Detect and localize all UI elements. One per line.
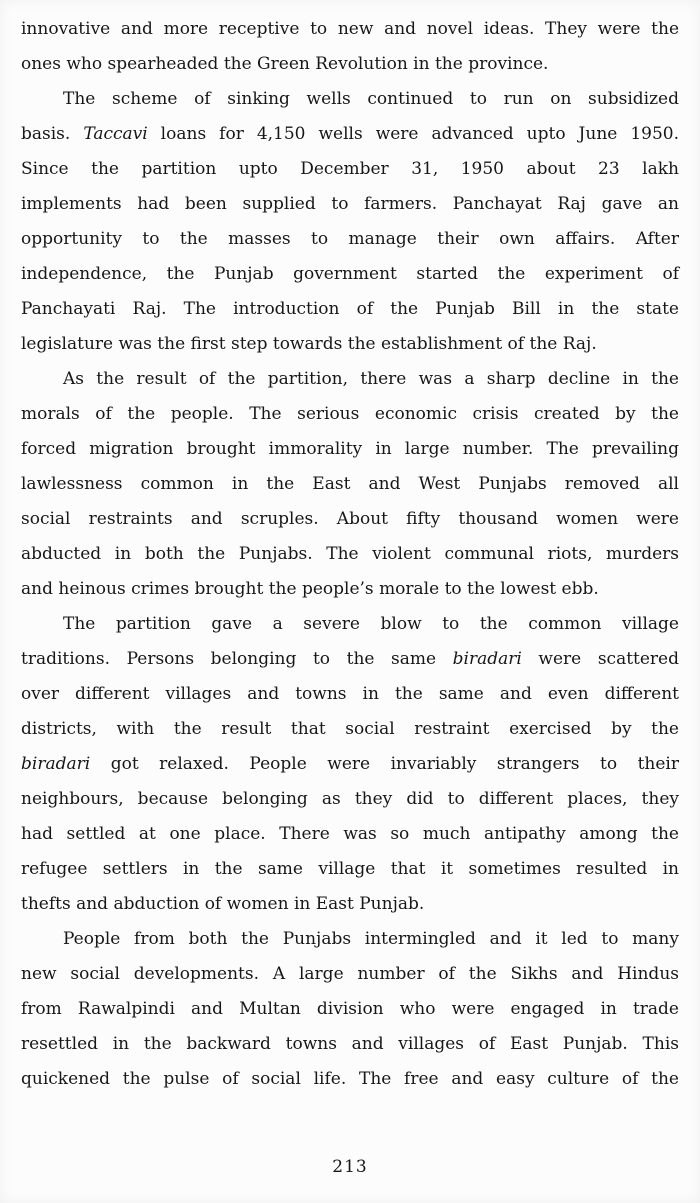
text-line xyxy=(21,1027,679,1062)
text-segment: abducted in both the Punjabs. The violent communal riots, murders xyxy=(21,544,679,564)
text-line xyxy=(21,677,679,712)
text-segment: basis. xyxy=(21,124,84,144)
text-segment: quickened the pulse of social life. The free and easy culture of the xyxy=(21,1069,679,1089)
text-segment: lawlessness common in the East and West Punjabs removed all xyxy=(21,474,679,494)
text-line xyxy=(21,572,679,607)
page-number: 213 xyxy=(332,1157,368,1177)
text-line xyxy=(21,432,679,467)
text-line xyxy=(21,922,679,957)
italic-text-segment: biradari xyxy=(452,649,522,669)
text-line xyxy=(21,467,679,502)
text-segment: legislature was the first step towards the establishment of the Raj. xyxy=(21,334,597,354)
italic-text-segment: Taccavi xyxy=(83,124,148,144)
text-line xyxy=(21,537,679,572)
text-segment: resettled in the backward towns and villages of East Punjab. This xyxy=(21,1034,679,1054)
text-line xyxy=(21,397,679,432)
text-line xyxy=(21,747,679,782)
text-line xyxy=(21,82,679,117)
text-segment: ones who spearheaded the Green Revolution in the province. xyxy=(21,54,549,74)
text-segment: had settled at one place. There was so much antipathy among the xyxy=(21,824,679,844)
text-segment: loans for 4,150 wells were advanced upto June 1950. xyxy=(147,124,679,144)
text-segment: independence, the Punjab government started the experiment of xyxy=(21,264,679,284)
text-segment: were scattered xyxy=(521,649,679,669)
text-line xyxy=(21,327,679,362)
text-segment: The scheme of sinking wells continued to run on subsidized xyxy=(63,89,679,109)
text-segment: thefts and abduction of women in East Punjab. xyxy=(21,894,425,914)
text-line xyxy=(21,222,679,257)
text-segment: opportunity to the masses to manage their own affairs. After xyxy=(21,229,679,249)
text-line xyxy=(21,957,679,992)
text-line xyxy=(21,642,679,677)
text-segment: traditions. Persons belonging to the same xyxy=(21,649,453,669)
text-line xyxy=(21,992,679,1027)
text-segment: neighbours, because belonging as they did to different places, they xyxy=(21,789,679,809)
text-segment: As the result of the partition, there was a sharp decline in the xyxy=(63,369,679,389)
text-line xyxy=(21,817,679,852)
text-line xyxy=(21,117,679,152)
text-segment: People from both the Punjabs intermingled and it led to many xyxy=(63,929,679,949)
text-line xyxy=(21,12,679,47)
text-line xyxy=(21,852,679,887)
text-line xyxy=(21,502,679,537)
text-line xyxy=(21,152,679,187)
text-line xyxy=(21,712,679,747)
text-line xyxy=(21,47,679,82)
text-segment: over different villages and towns in the same and even different xyxy=(21,684,679,704)
text-line xyxy=(21,362,679,397)
text-segment: districts, with the result that social restraint exercised by the xyxy=(21,719,679,739)
text-line xyxy=(21,607,679,642)
text-segment: and heinous crimes brought the people’s morale to the lowest ebb. xyxy=(21,579,599,599)
text-segment: Since the partition upto December 31, 1950 about 23 lakh xyxy=(21,159,679,179)
text-line xyxy=(21,782,679,817)
text-line xyxy=(21,292,679,327)
text-segment: refugee settlers in the same village that it sometimes resulted in xyxy=(21,859,679,879)
text-segment: The partition gave a severe blow to the common village xyxy=(63,614,679,634)
text-line xyxy=(21,1062,679,1097)
text-line xyxy=(21,187,679,222)
text-segment: implements had been supplied to farmers. Panchayat Raj gave an xyxy=(21,194,679,214)
italic-text-segment: biradari xyxy=(21,754,91,774)
text-segment: morals of the people. The serious economic crisis created by the xyxy=(21,404,679,424)
text-line xyxy=(21,887,679,922)
text-segment: got relaxed. People were invariably strangers to their xyxy=(90,754,679,774)
text-line xyxy=(21,257,679,292)
text-segment: forced migration brought immorality in large number. The prevailing xyxy=(21,439,679,459)
text-segment: new social developments. A large number of the Sikhs and Hindus xyxy=(21,964,679,984)
text-segment: Panchayati Raj. The introduction of the Punjab Bill in the state xyxy=(21,299,679,319)
text-segment: from Rawalpindi and Multan division who were engaged in trade xyxy=(21,999,679,1019)
text-segment: social restraints and scruples. About fifty thousand women were xyxy=(21,509,679,529)
text-segment: innovative and more receptive to new and novel ideas. They were the xyxy=(21,19,679,39)
